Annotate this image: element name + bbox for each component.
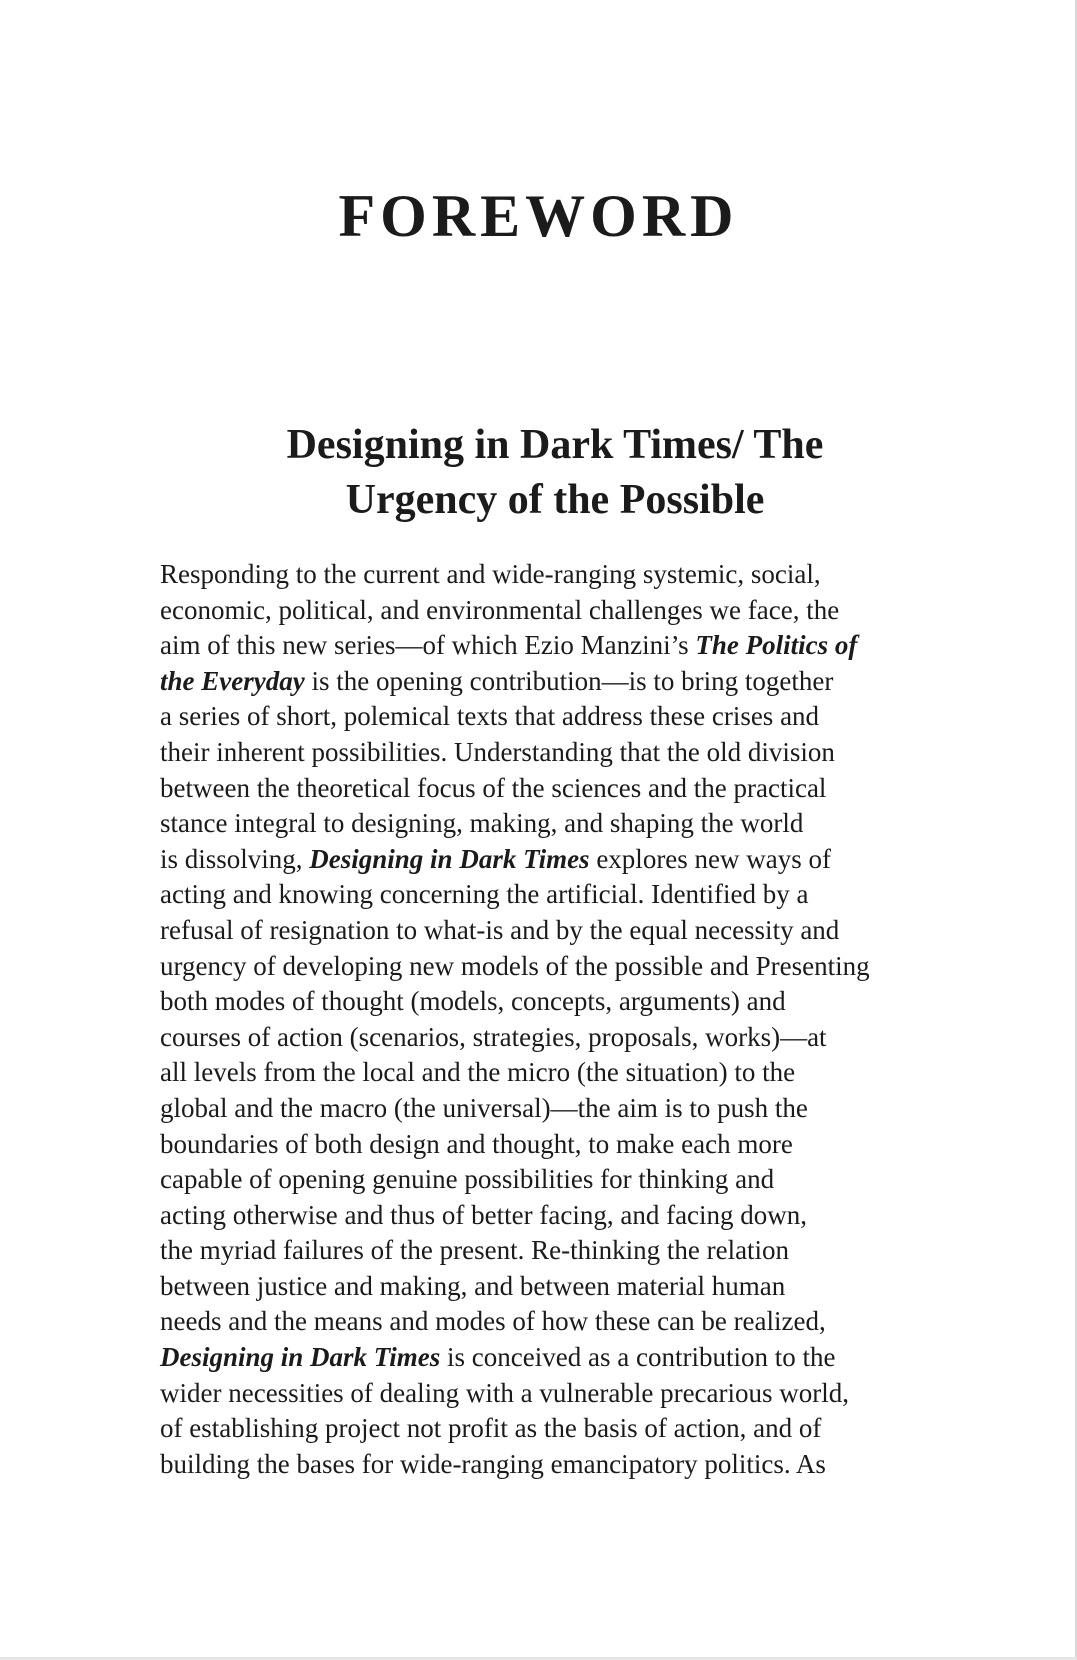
body-line <box>160 557 950 593</box>
body-text-segment: is dissolving, <box>160 843 310 874</box>
body-text-segment: acting otherwise and thus of better facing, and facing down, <box>160 1199 808 1230</box>
body-text-segment: their inherent possibilities. Understanding that the old division <box>160 736 835 767</box>
body-line <box>160 842 950 878</box>
body-text-segment: both modes of thought (models, concepts, arguments) and <box>160 986 786 1017</box>
body-text-segment: aim of this new series—of which Ezio Manzini’s <box>160 630 696 661</box>
body-line <box>160 984 950 1020</box>
body-line <box>160 1340 950 1376</box>
body-line <box>160 1198 950 1234</box>
italic-title: the Everyday <box>160 665 305 696</box>
body-line <box>160 1304 950 1340</box>
body-line <box>160 699 950 735</box>
body-line <box>160 1269 950 1305</box>
body-text-segment: capable of opening genuine possibilities for thinking and <box>160 1164 775 1195</box>
italic-title: The Politics of <box>695 630 858 661</box>
body-line <box>160 949 950 985</box>
body-line <box>160 1447 950 1483</box>
body-text-segment: boundaries of both design and thought, to make each more <box>160 1128 793 1159</box>
body-text-segment: between justice and making, and between material human <box>160 1270 786 1301</box>
body-text-segment: building the bases for wide-ranging emancipatory politics. As <box>160 1448 826 1479</box>
italic-title: Designing in Dark Times <box>160 1342 441 1373</box>
body-text-segment: the myriad failures of the present. Re-thinking the relation <box>160 1235 790 1266</box>
body-line <box>160 1233 950 1269</box>
body-line <box>160 628 950 664</box>
body-text-segment: economic, political, and environmental challenges we face, the <box>160 594 840 625</box>
body-line <box>160 1162 950 1198</box>
body-line <box>160 913 950 949</box>
italic-title: Designing in Dark Times <box>309 843 590 874</box>
body-line <box>160 1091 950 1127</box>
body-text-segment: needs and the means and modes of how these can be realized, <box>160 1306 826 1337</box>
body-text-segment: stance integral to designing, making, and shaping the world <box>160 808 804 839</box>
chapter-title: FOREWORD <box>338 183 739 249</box>
body-text-segment: refusal of resignation to what-is and by the equal necessity and <box>160 914 840 945</box>
body-text-segment: global and the macro (the universal)—the aim is to push the <box>160 1092 808 1123</box>
body-line <box>160 1411 950 1447</box>
body-text-segment: urgency of developing new models of the possible and Presenting <box>160 950 870 981</box>
section-title-line: Urgency of the Possible <box>345 477 765 523</box>
body-line <box>160 735 950 771</box>
body-line <box>160 1055 950 1091</box>
body-text-segment: a series of short, polemical texts that address these crises and <box>160 701 820 732</box>
body-text-segment: wider necessities of dealing with a vulnerable precarious world, <box>160 1377 850 1408</box>
body-text-segment: is the opening contribution—is to bring together <box>304 665 834 696</box>
body-text-segment: of establishing project not profit as the basis of action, and of <box>160 1413 822 1444</box>
body-line <box>160 593 950 629</box>
body-paragraph <box>160 557 950 1482</box>
body-line <box>160 1127 950 1163</box>
body-line <box>160 1020 950 1056</box>
body-text-segment: explores new ways of <box>589 843 832 874</box>
section-title <box>160 418 950 528</box>
body-line <box>160 877 950 913</box>
body-line <box>160 806 950 842</box>
body-text-segment: all levels from the local and the micro (the situation) to the <box>160 1057 796 1088</box>
section-title-line: Designing in Dark Times/ The <box>286 422 824 468</box>
body-line <box>160 664 950 700</box>
body-text-segment: between the theoretical focus of the sciences and the practical <box>160 772 827 803</box>
body-text-segment: is conceived as a contribution to the <box>440 1342 836 1373</box>
body-text-segment: acting and knowing concerning the artificial. Identified by a <box>160 879 809 910</box>
body-text-segment: Responding to the current and wide-ranging systemic, social, <box>160 559 821 589</box>
body-line <box>160 1376 950 1412</box>
body-text-segment: courses of action (scenarios, strategies, proposals, works)—at <box>160 1021 827 1052</box>
body-line <box>160 771 950 807</box>
